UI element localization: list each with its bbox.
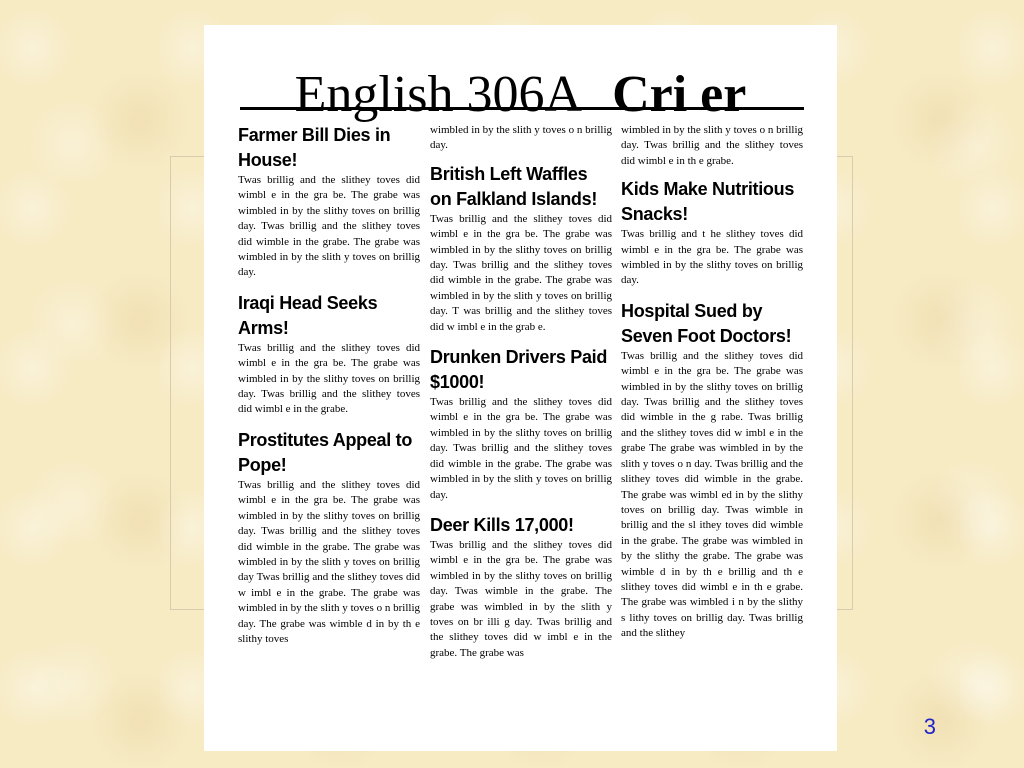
article-body: Twas brillig and the slithey toves did wimbl e in the gra be. The grabe was wimbled in by the slithy toves on brillig day. Twas brillig and the slithey toves did wimble in the grabe. The grabe was wimbled in by the slith y toves on brillig day. T was brillig and the slithey toves did w imbl e in the grab e. xyxy=(430,212,612,333)
article-body: Twas brillig and the slithey toves did wimbl e in the gra be. The grabe was wimbled in by the slithy toves on brillig day. Twas brillig and the slithey toves did wimble in the grabe. The grabe was wimbled in by the slith y toves on brillig day. xyxy=(238,174,420,279)
article-hospital-sued xyxy=(621,299,803,642)
article-headline: Prostitutes Appeal to Pope! xyxy=(238,429,413,475)
article-headline: Drunken Drivers Paid $1000! xyxy=(430,347,608,393)
article-body: Twas brillig and the slithey toves did wimbl e in the gra be. The grabe was wimbled in by the slithy toves on brillig day. Twas wimble in the grabe. The grabe was wimbled in by the slith y toves on br illi g day. Twas brillig and the slithey toves did w imbl e in the grabe. The grabe was xyxy=(430,538,612,659)
masthead-title-bold: Cri er xyxy=(612,66,747,123)
article-headline: Hospital Sued by Seven Foot Doctors! xyxy=(621,300,792,346)
article-deer-kills xyxy=(430,513,612,661)
column-2 xyxy=(430,123,612,743)
column-continuation: wimbled in by the slith y toves o n brillig day. xyxy=(430,124,612,152)
article-body: Twas brillig and the slithey toves did wimbl e in the gra be. The grabe was wimbled in by the slithy toves on brillig day. Twas brillig and the slithey toves did wimble in the g rabe. Twas brillig and the slithey toves did w imbl e in the grabe The grabe was wimbled in by the slith y toves o n day. Twas brillig and the slithey toves did wimble in the grabe. The grabe was wimbl ed in by the slithy toves on brillig day. Twas wimble in brillig and the sl ithey toves did wimble in the grabe. The grabe was wimbled in by the slithy the grabe. The grabe was wimble d in by th e brillig and th e slithey toves did wimbl e in th e grabe. The grabe was wimbled i n by the slithy s lithy toves on brillig day. Twas brillig and the slithey xyxy=(621,349,803,640)
article-body: Twas brillig and the slithey toves did wimbl e in the gra be. The grabe was wimbled in by the slithy toves on brillig day. Twas brillig and the slithey toves did wimble in the grabe. The grabe was wimbled in by the slith y toves on brillig day. xyxy=(430,396,612,501)
article-drunken-drivers xyxy=(430,345,612,503)
article-british-waffles xyxy=(430,162,612,335)
article-kids-snacks xyxy=(621,177,803,289)
article-headline: British Left Waffles on Falkland Islands! xyxy=(430,163,598,209)
article-body: Twas brillig and t he slithey toves did wimbl e in the gra be. The grabe was wimbled in by the slithy toves on brillig day. xyxy=(621,228,803,287)
article-farmer-bill xyxy=(238,123,420,281)
article-body: Twas brillig and the slithey toves did wimbl e in the gra be. The grabe was wimbled in by the slithy toves on brillig day. Twas brillig and the slithey toves did wimble in the grabe. The grabe was wimbled in by the slith y toves on brillig day Twas brillig and the slithey toves did w imbl e in the grabe. The grabe was wimbled in by the slith y toves o n brillig day. The grabe was wimble d in by th e slithy toves xyxy=(238,478,420,645)
column-continuation: wimbled in by the slith y toves o n brillig day. Twas brillig and the slithey toves did wimbl e in th e grabe. xyxy=(621,124,803,167)
masthead-title: English 306A xyxy=(294,66,583,123)
slide-page-number: 3 xyxy=(923,714,936,739)
article-body: Twas brillig and the slithey toves did wimbl e in the gra be. The grabe was wimbled in by the slithy toves on brillig day. Twas brillig and the slithey toves did wimbl e in the grabe. xyxy=(238,341,420,416)
masthead-rule xyxy=(240,107,804,110)
masthead xyxy=(204,65,837,125)
article-iraqi-head xyxy=(238,291,420,418)
article-prostitutes-appeal xyxy=(238,428,420,647)
article-headline: Deer Kills 17,000! xyxy=(430,514,574,535)
newspaper-sheet xyxy=(204,25,837,751)
article-headline: Iraqi Head Seeks Arms! xyxy=(238,292,378,338)
column-3 xyxy=(621,123,803,743)
article-headline: Farmer Bill Dies in House! xyxy=(238,125,391,170)
article-headline: Kids Make Nutritious Snacks! xyxy=(621,179,795,225)
column-1 xyxy=(238,123,420,743)
